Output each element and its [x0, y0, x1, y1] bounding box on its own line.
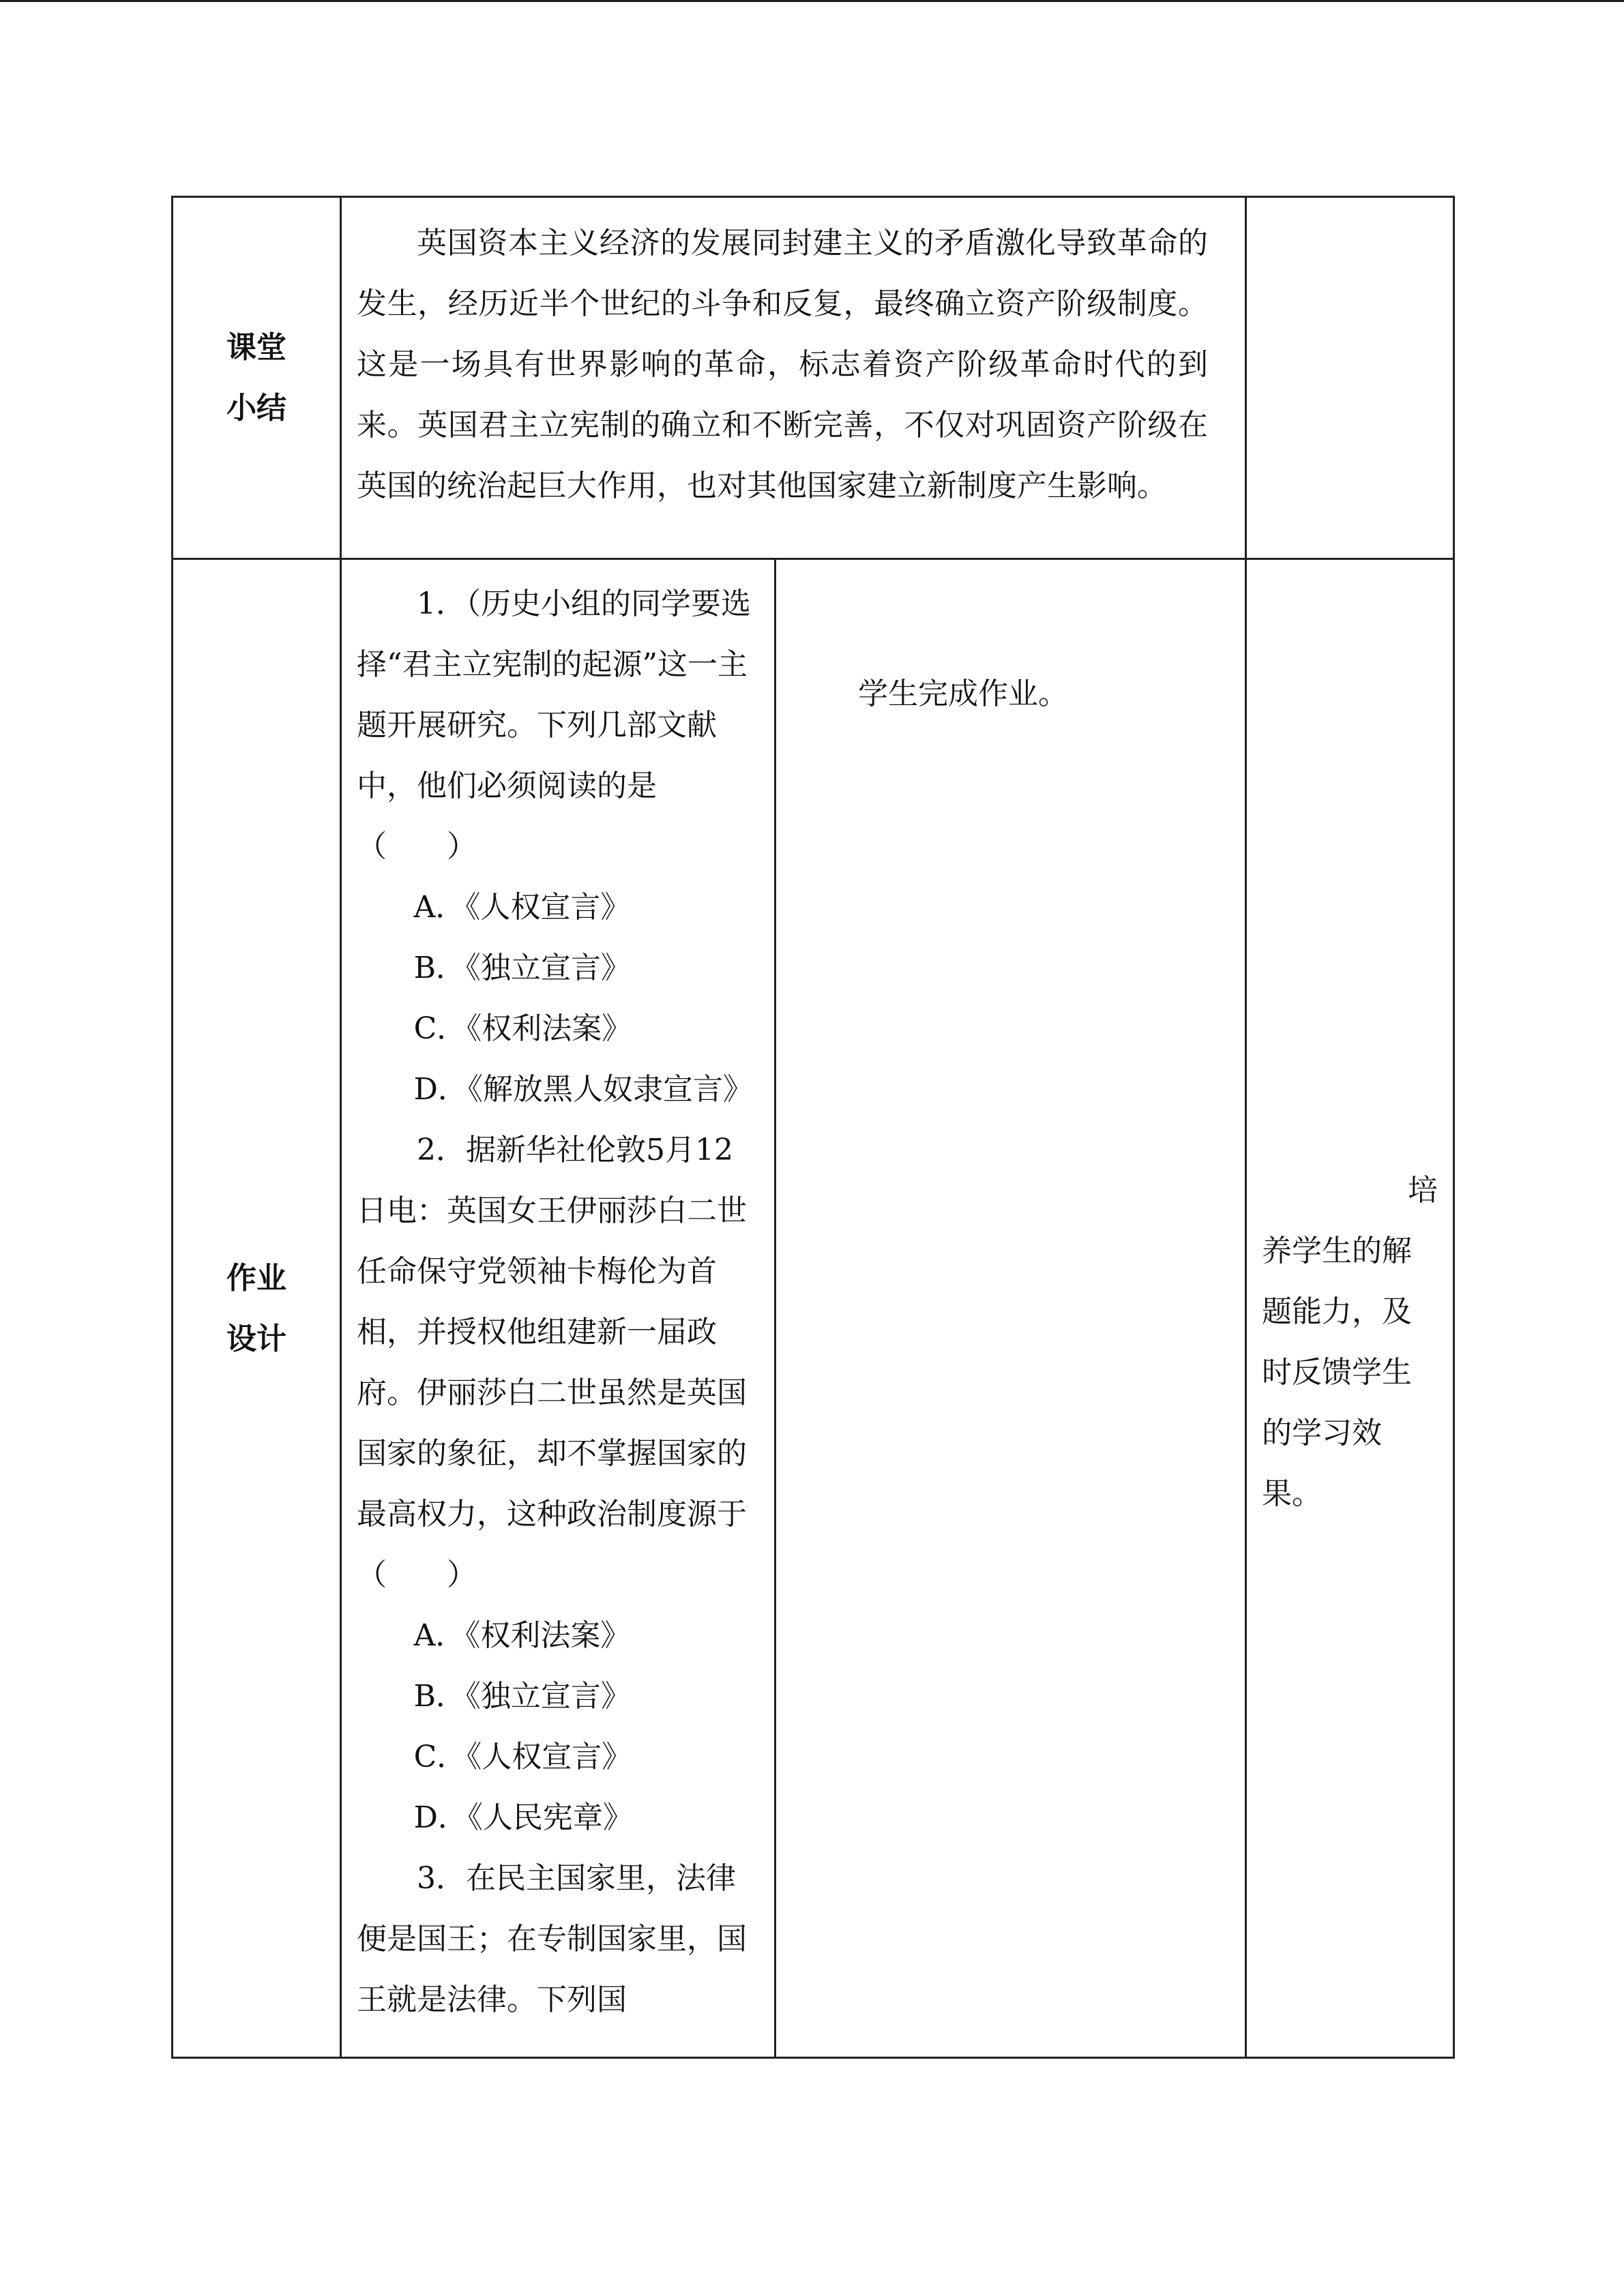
intent-first-char: 培	[1408, 1173, 1438, 1208]
question-2-stem: 2．据新华社伦敦5月12日电：英国女王伊丽莎白二世任命保守党领袖卡梅伦为首相，并授权他组建新一届政府。伊丽莎白二世虽然是英国国家的象征，却不掌握国家的最高权力，这种政治制度源于（ ）	[357, 1133, 747, 1592]
question-3-stem: 3．在民主国家里，法律便是国王；在专制国家里，国王就是法律。下列国	[357, 1861, 747, 2017]
homework-row	[173, 559, 1454, 2058]
homework-label-line1: 作业	[226, 1260, 286, 1296]
question-2-option-a: A．《权利法案》	[413, 1618, 631, 1653]
summary-label-line2: 小结	[226, 391, 286, 426]
homework-content-cell	[341, 559, 776, 2058]
question-1-option-b: B．《独立宣言》	[413, 951, 631, 985]
page-top-border	[0, 0, 1624, 2]
summary-content-cell	[341, 197, 1246, 559]
question-1-option-d: D．《解放黑人奴隶宣言》	[413, 1072, 753, 1107]
lesson-plan-table	[171, 196, 1455, 2059]
intent-text: 养学生的解题能力，及时反馈学生的学习效果。	[1262, 1234, 1412, 1511]
question-2-option-c: C．《人权宣言》	[413, 1740, 632, 1774]
homework-label-cell	[173, 559, 341, 2058]
question-2-option-b: B．《独立宣言》	[413, 1679, 631, 1714]
student-activity-text: 学生完成作业。	[858, 676, 1068, 711]
summary-row	[173, 197, 1454, 559]
homework-activity-cell	[776, 559, 1246, 2058]
question-2-option-d: D．《人民宪章》	[413, 1800, 633, 1835]
summary-intent-cell	[1246, 197, 1454, 559]
homework-label-line2: 设计	[226, 1321, 286, 1356]
question-1-option-a: A．《人权宣言》	[413, 890, 631, 925]
summary-text: 英国资本主义经济的发展同封建主义的矛盾激化导致革命的发生，经历近半个世纪的斗争和反复，最终确立资产阶级制度。这是一场具有世界影响的革命，标志着资产阶级革命时代的到来。英国君主立宪制的确立和不断完善，不仅对巩固资产阶级在英国的统治起巨大作用，也对其他国家建立新制度产生影响。	[357, 226, 1208, 503]
homework-intent-cell	[1246, 559, 1454, 2058]
summary-label-cell	[173, 197, 341, 559]
summary-label-line1: 课堂	[226, 330, 286, 365]
question-1-option-c: C．《权利法案》	[413, 1011, 632, 1046]
question-1-stem: 1．（历史小组的同学要选择“君主立宪制的起源”这一主题开展研究。下列几部文献中，他们必须阅读的是（ ）	[357, 586, 751, 864]
